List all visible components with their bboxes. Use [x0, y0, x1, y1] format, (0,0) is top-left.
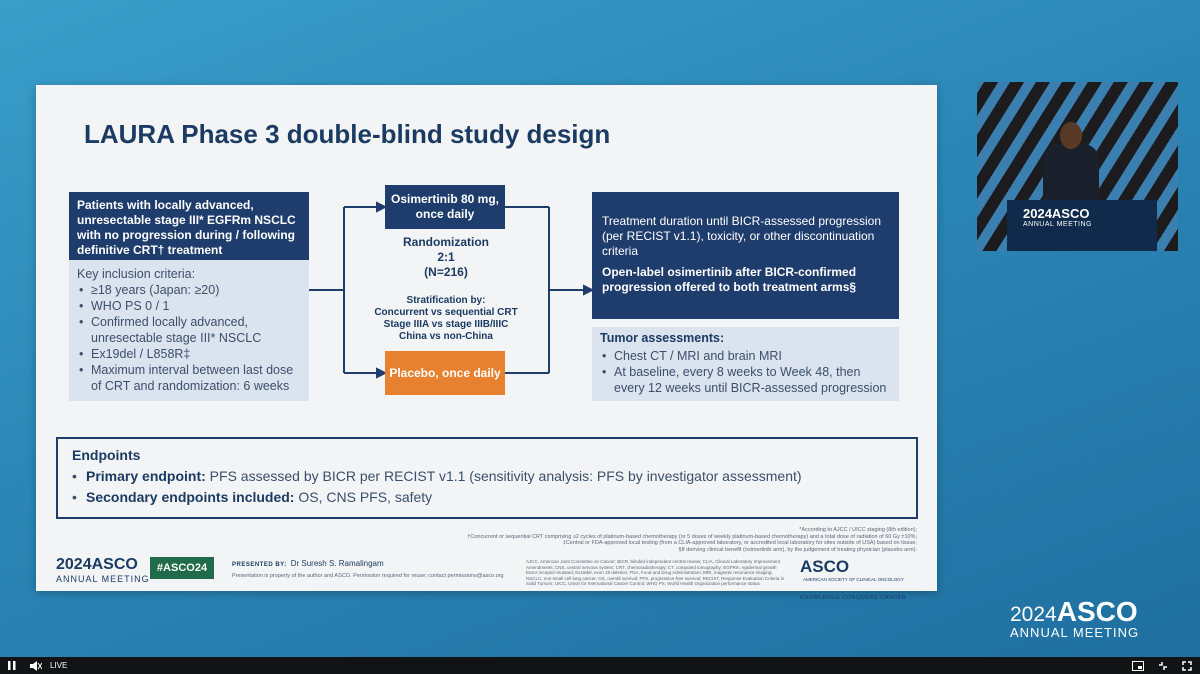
placebo-arm-label: Placebo, once daily — [389, 365, 501, 380]
treatment-text: Treatment duration until BICR-assessed progression (per RECIST v1.1), toxicity, or other discontinuation criteria — [602, 214, 882, 258]
tumor-item: • At baseline, every 8 weeks to Week 48, then every 12 weeks until BICR-assessed progression — [600, 364, 891, 396]
abbreviations: AJCC, American Joint Committee on Cancer; BICR, blinded independent central review; CLIA, Clinical Laboratory Improvement Amendments; CNS, central nervous system; CRT, chemoradiotherapy; CT, computed tomography; EGFRm, epidermal growth factor receptor-mutated; Ex19del, exon 19 deletion; FDA, Food and Drug Administration; MRI, magnetic resonance imaging; NSCLC, non-small cell lung cancer; OS, overall survival; PFS, progression-free survival; RECIST, Response Evaluation Criteria in Solid Tumors; UICC, Union for International Cancer Control; WHO PS, World Health Organization performance status — [526, 559, 785, 586]
podium-logo-sub: ANNUAL MEETING — [1023, 221, 1092, 228]
mute-icon[interactable] — [30, 660, 42, 671]
osimertinib-arm-box — [385, 185, 505, 229]
speaker-video[interactable] — [977, 82, 1178, 251]
endpoint-item — [72, 487, 902, 508]
overlay-asco-logo — [1010, 596, 1139, 640]
fullscreen-icon[interactable] — [1182, 660, 1192, 671]
inclusion-item: • Confirmed locally advanced, unresectable stage III* NSCLC — [77, 314, 301, 346]
endpoints-box — [56, 437, 918, 519]
asco-society-logo — [800, 557, 937, 601]
tumor-item: • Chest CT / MRI and brain MRI — [600, 348, 891, 364]
overlay-logo-year: 2024 — [1010, 603, 1057, 626]
tumor-title: Tumor assessments: — [600, 331, 725, 345]
patients-header: Patients with locally advanced, unresectable stage III* EGFRm NSCLC with no progression during / following definitive CRT† treatment — [69, 192, 309, 260]
inclusion-item: • Maximum interval between last dose of CRT and randomization: 6 weeks — [77, 362, 301, 394]
endpoint-item — [72, 466, 902, 487]
randomization-n: (N=216) — [424, 265, 468, 279]
inclusion-criteria-box — [69, 260, 309, 401]
overlay-logo-sub: ANNUAL MEETING — [1010, 625, 1140, 640]
podium-logo — [1023, 206, 1092, 228]
endpoint-text: PFS assessed by BICR per RECIST v1.1 (sensitivity analysis: PFS by investigator assessment) — [205, 468, 802, 484]
footnote: †Concurrent or sequential CRT comprising ≥2 cycles of platinum-based chemotherapy (or 5 doses of weekly platinum-based chemotherapy) and a total dose of radiation of 60 Gy ±10%; — [467, 533, 917, 540]
endpoint-text: OS, CNS PFS, safety — [294, 489, 433, 505]
endpoint-label: Primary endpoint: — [86, 468, 206, 484]
footnote: ‡Central or FDA-approved local testing (from a CLIA-approved laboratory, or accredited local laboratory for sites outside of USA) based on tissue; — [562, 540, 917, 546]
hashtag-badge: #ASCO24 — [150, 557, 214, 579]
property-note: Presentation is property of the author and ASCO. Permission required for reuse; contact permissions@asco.org — [232, 573, 504, 579]
stratification-item: China vs non-China — [399, 331, 493, 342]
logo-sub: ANNUAL MEETING — [56, 574, 150, 584]
presentation-slide — [36, 85, 937, 601]
randomization-label: Randomization — [403, 235, 489, 249]
treatment-box — [592, 192, 899, 319]
asco-wordmark: ASCO — [800, 557, 850, 576]
osimertinib-arm-label: Osimertinib 80 mg, once daily — [390, 192, 500, 221]
player-controls — [0, 657, 1200, 674]
inclusion-item: • WHO PS 0 / 1 — [77, 298, 301, 314]
picture-in-picture-icon[interactable] — [1132, 660, 1144, 671]
footnote: §If deriving clinical benefit (osimertinib arm), by the judgement of treating physician (placebo arm). — [678, 546, 917, 553]
podium-logo-year: 2024 — [1023, 206, 1052, 221]
inclusion-item: • ≥18 years (Japan: ≥20) — [77, 282, 301, 298]
overlay-logo-name: ASCO — [1056, 596, 1138, 627]
endpoints-title: Endpoints — [72, 447, 141, 463]
presented-label: PRESENTED BY: — [232, 562, 287, 568]
inclusion-title: Key inclusion criteria: — [77, 267, 196, 281]
presenter-name: Dr Suresh S. Ramalingam — [290, 559, 384, 568]
inclusion-item: • Ex19del / L858R‡ — [77, 346, 301, 362]
tumor-assessments-box — [592, 327, 899, 401]
live-label: LIVE — [50, 661, 68, 670]
randomization-ratio: 2:1 — [437, 250, 455, 264]
speaker-head — [1060, 122, 1082, 149]
randomization-block — [366, 235, 526, 280]
slide-title: LAURA Phase 3 double-blind study design — [84, 119, 611, 149]
treatment-bold-text: Open-label osimertinib after BICR-confirmed progression offered to both treatment arms§ — [602, 265, 857, 294]
endpoint-label: Secondary endpoints included: — [86, 489, 295, 505]
stratification-item: Stage IIIA vs stage IIIB/IIIC — [383, 319, 509, 330]
pause-icon[interactable] — [8, 660, 16, 671]
speaker-figure — [1043, 144, 1099, 204]
collapse-icon[interactable] — [1158, 660, 1168, 671]
footnote: *According to AJCC / UICC staging (8th edition); — [799, 527, 917, 533]
stratification-title: Stratification by: — [406, 295, 486, 306]
asco-tagline: KNOWLEDGE CONQUERS CANCER — [800, 595, 907, 601]
asco-annual-meeting-logo — [56, 557, 150, 587]
presenter-line — [232, 559, 384, 568]
podium-logo-name: ASCO — [1051, 206, 1090, 221]
asco-society-name: AMERICAN SOCIETY OF CLINICAL ONCOLOGY — [803, 577, 904, 582]
logo-name: ASCO — [91, 556, 138, 573]
stratification-block — [354, 295, 538, 343]
logo-year: 2024 — [56, 556, 92, 573]
placebo-arm-box — [385, 351, 505, 395]
footnotes — [437, 527, 917, 553]
stratification-item: Concurrent vs sequential CRT — [374, 307, 518, 318]
